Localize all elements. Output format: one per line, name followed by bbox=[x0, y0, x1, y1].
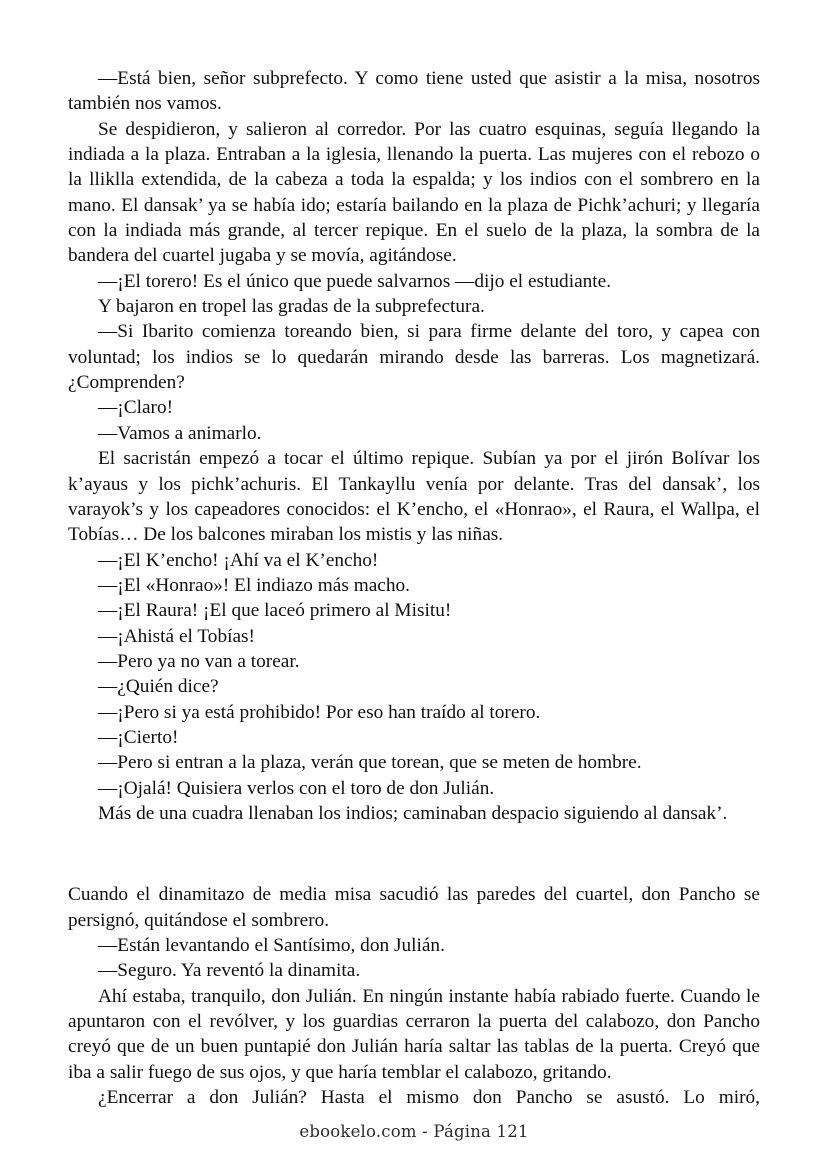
dialogue-line: —¡Ahistá el Tobías! bbox=[98, 625, 255, 647]
dialogue-line: —¡El K’encho! ¡Ahí va el K’encho! bbox=[98, 549, 379, 571]
page-footer: ebookelo.com - Página 121 bbox=[299, 1122, 529, 1141]
dialogue-line: —¡Claro! bbox=[98, 397, 174, 419]
paragraph: —Si Ibarito comienza toreando bien, si para firme delante del toro, y capea con voluntad; los indios se lo quedarán mirando desde las barreras. Los magnetizará. ¿Comprenden? bbox=[68, 321, 760, 394]
paragraph: El sacristán empezó a tocar el último repique. Subían ya por el jirón Bolívar los k’ayaus y los pichk’achuris. El Tankayllu venía por delante. Tras del dansak’, los varayok’s y los capeadores conocidos: el K’encho, el «Honrao», el Raura, el Wallpa, el Tobías… De los balcones miraban los mistis y las niñas. bbox=[68, 448, 760, 546]
dialogue-line: —¡Ojalá! Quisiera verlos con el toro de don Julián. bbox=[98, 777, 495, 799]
dialogue-line: —Pero ya no van a torear. bbox=[98, 650, 300, 672]
paragraph: Ahí estaba, tranquilo, don Julián. En ningún instante había rabiado fuerte. Cuando le apuntaron con el revólver, y los guardias cerraron la puerta del calabozo, don Pancho creyó que de un buen puntapié don Julián haría saltar las tablas de la puerta. Creyó que iba a salir fuego de sus ojos, y que haría temblar el calabozo, gritando. bbox=[68, 985, 760, 1083]
text-column bbox=[68, 66, 760, 1110]
section-break bbox=[68, 826, 760, 882]
dialogue-line: Y bajaron en tropel las gradas de la subprefectura. bbox=[98, 296, 485, 318]
dialogue-line: —¿Quién dice? bbox=[98, 676, 219, 698]
paragraph: ¿Encerrar a don Julián? Hasta el mismo don Pancho se asustó. Lo miró, bbox=[98, 1087, 760, 1109]
dialogue-line: —¡El torero! Es el único que puede salvarnos —dijo el estudiante. bbox=[98, 270, 612, 292]
dialogue-line: —Vamos a animarlo. bbox=[98, 422, 262, 444]
dialogue-line: —¡El «Honrao»! El indiazo más macho. bbox=[98, 574, 410, 596]
dialogue-line: —¡Cierto! bbox=[98, 726, 179, 748]
paragraph: Se despidieron, y salieron al corredor. Por las cuatro esquinas, seguía llegando la indiada a la plaza. Entraban a la iglesia, llenando la puerta. Las mujeres con el rebozo o la lliklla extendida, de la cabeza a toda la espalda; y los indios con el sombrero en la mano. El dansak’ ya se había ido; estaría bailando en la plaza de Pichk’achuri; y llegaría con la indiada más grande, al tercer repique. En el suelo de la plaza, la sombra de la bandera del cuartel jugaba y se movía, agitándose. bbox=[68, 118, 760, 267]
paragraph: —Está bien, señor subprefecto. Y como tiene usted que asistir a la misa, nosotros también nos vamos. bbox=[68, 68, 760, 115]
dialogue-line: —Pero si entran a la plaza, verán que torean, que se meten de hombre. bbox=[98, 752, 642, 774]
dialogue-line: Más de una cuadra llenaban los indios; caminaban despacio siguiendo al dansak’. bbox=[98, 802, 728, 824]
dialogue-line: —Seguro. Ya reventó la dinamita. bbox=[98, 960, 361, 982]
dialogue-line: —Están levantando el Santísimo, don Julián. bbox=[98, 935, 445, 956]
dialogue-line: —¡El Raura! ¡El que laceó primero al Misitu! bbox=[98, 600, 452, 622]
dialogue-line: —¡Pero si ya está prohibido! Por eso han traído al torero. bbox=[98, 701, 541, 723]
paragraph: Cuando el dinamitazo de media misa sacudió las paredes del cuartel, don Pancho se persignó, quitándose el sombrero. bbox=[68, 884, 760, 931]
